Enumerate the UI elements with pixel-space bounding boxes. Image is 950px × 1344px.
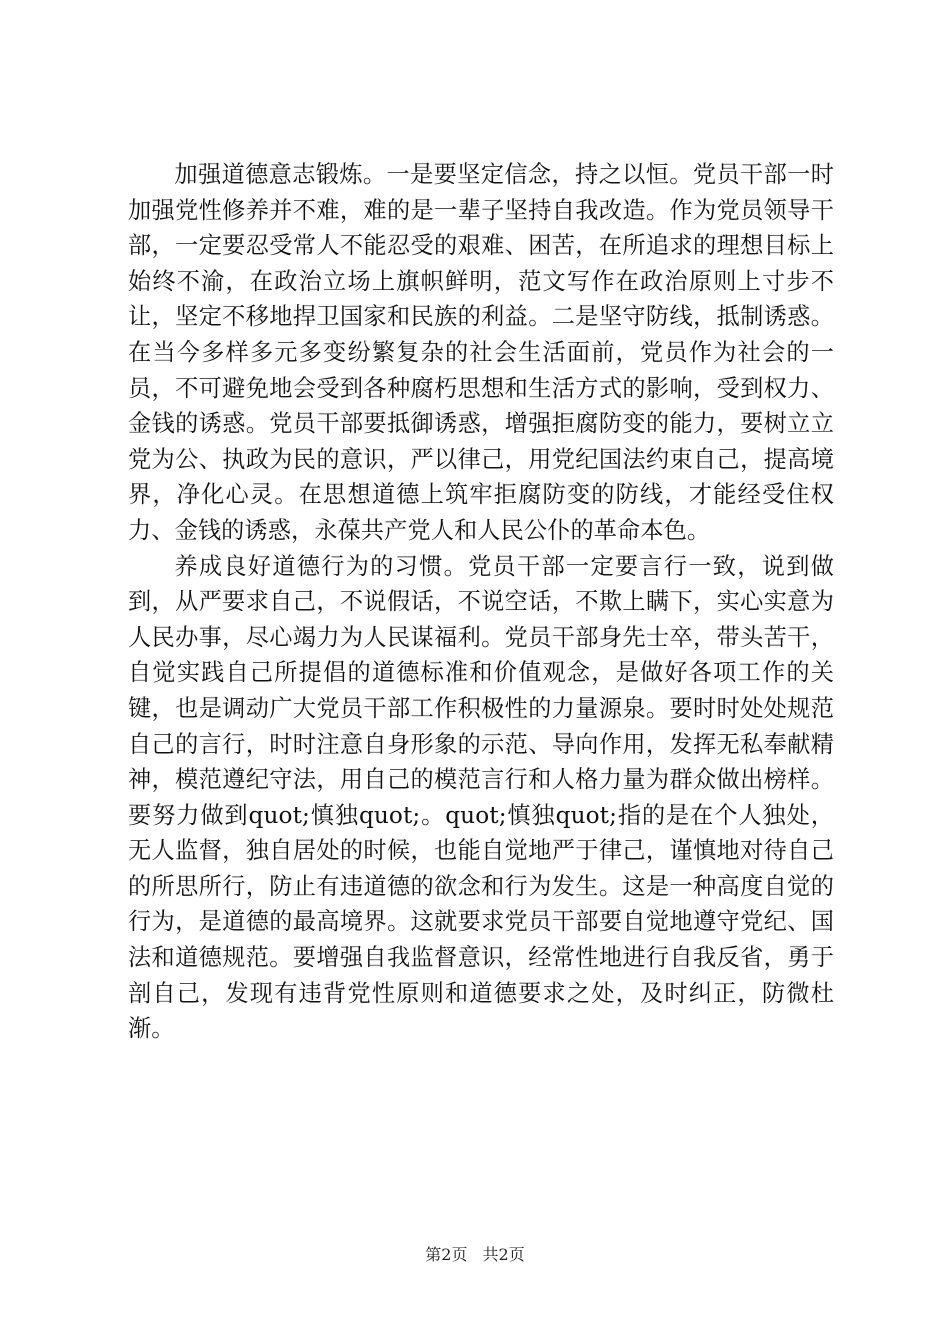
page-footer [0, 1244, 950, 1266]
paragraph-moral-habits: 养成良好道德行为的习惯。党员干部一定要言行一致，说到做到，从严要求自己，不说假话，不说空话，不欺上瞒下，实心实意为人民办事，尽心竭力为人民谋福利。党员干部身先士卒，带头苦干，自觉实践自己所提倡的道德标准和价值观念，是做好各项工作的关键，也是调动广大党员干部工作积极性的力量源泉。要时时处处规范自己的言行，时时注意自身形象的示范、导向作用，发挥无私奉献精神，模范遵纪守法，用自己的模范言行和人格力量为群众做出榜样。要努力做到quot;慎独quot;。quot;慎独quot;指的是在个人独处，无人监督，独自居处的时候，也能自觉地严于律己，谨慎地对待自己的所思所行，防止有违道德的欲念和行为发生。这是一种高度自觉的行为，是道德的最高境界。这就要求党员干部要自觉地遵守党纪、国法和道德规范。要增强自我监督意识，经常性地进行自我反省，勇于剖自己，发现有违背党性原则和道德要求之处，及时纠正，防微杜渐。 [128, 552, 834, 1043]
paragraph-moral-will: 加强道德意志锻炼。一是要坚定信念，持之以恒。党员干部一时加强党性修养并不难，难的是一辈子坚持自我改造。作为党员领导干部，一定要忍受常人不能忍受的艰难、困苦，在所追求的理想目标上始终不渝，在政治立场上旗帜鲜明，范文写作在政治原则上寸步不让，坚定不移地捍卫国家和民族的利益。二是坚守防线，抵制诱惑。在当今多样多元多变纷繁复杂的社会生活面前，党员作为社会的一员，不可避免地会受到各种腐朽思想和生活方式的影响，受到权力、金钱的诱惑。党员干部要抵御诱惑，增强拒腐防变的能力，要树立立党为公、执政为民的意识，严以律己，用党纪国法约束自己，提高境界，净化心灵。在思想道德上筑牢拒腐防变的防线，才能经受住权力、金钱的诱惑，永葆共产党人和人民公仆的革命本色。 [128, 161, 834, 544]
page-number-total: 共2页 [482, 1245, 525, 1264]
page-number-current: 第2页 [425, 1245, 468, 1264]
document-body [128, 157, 834, 1047]
